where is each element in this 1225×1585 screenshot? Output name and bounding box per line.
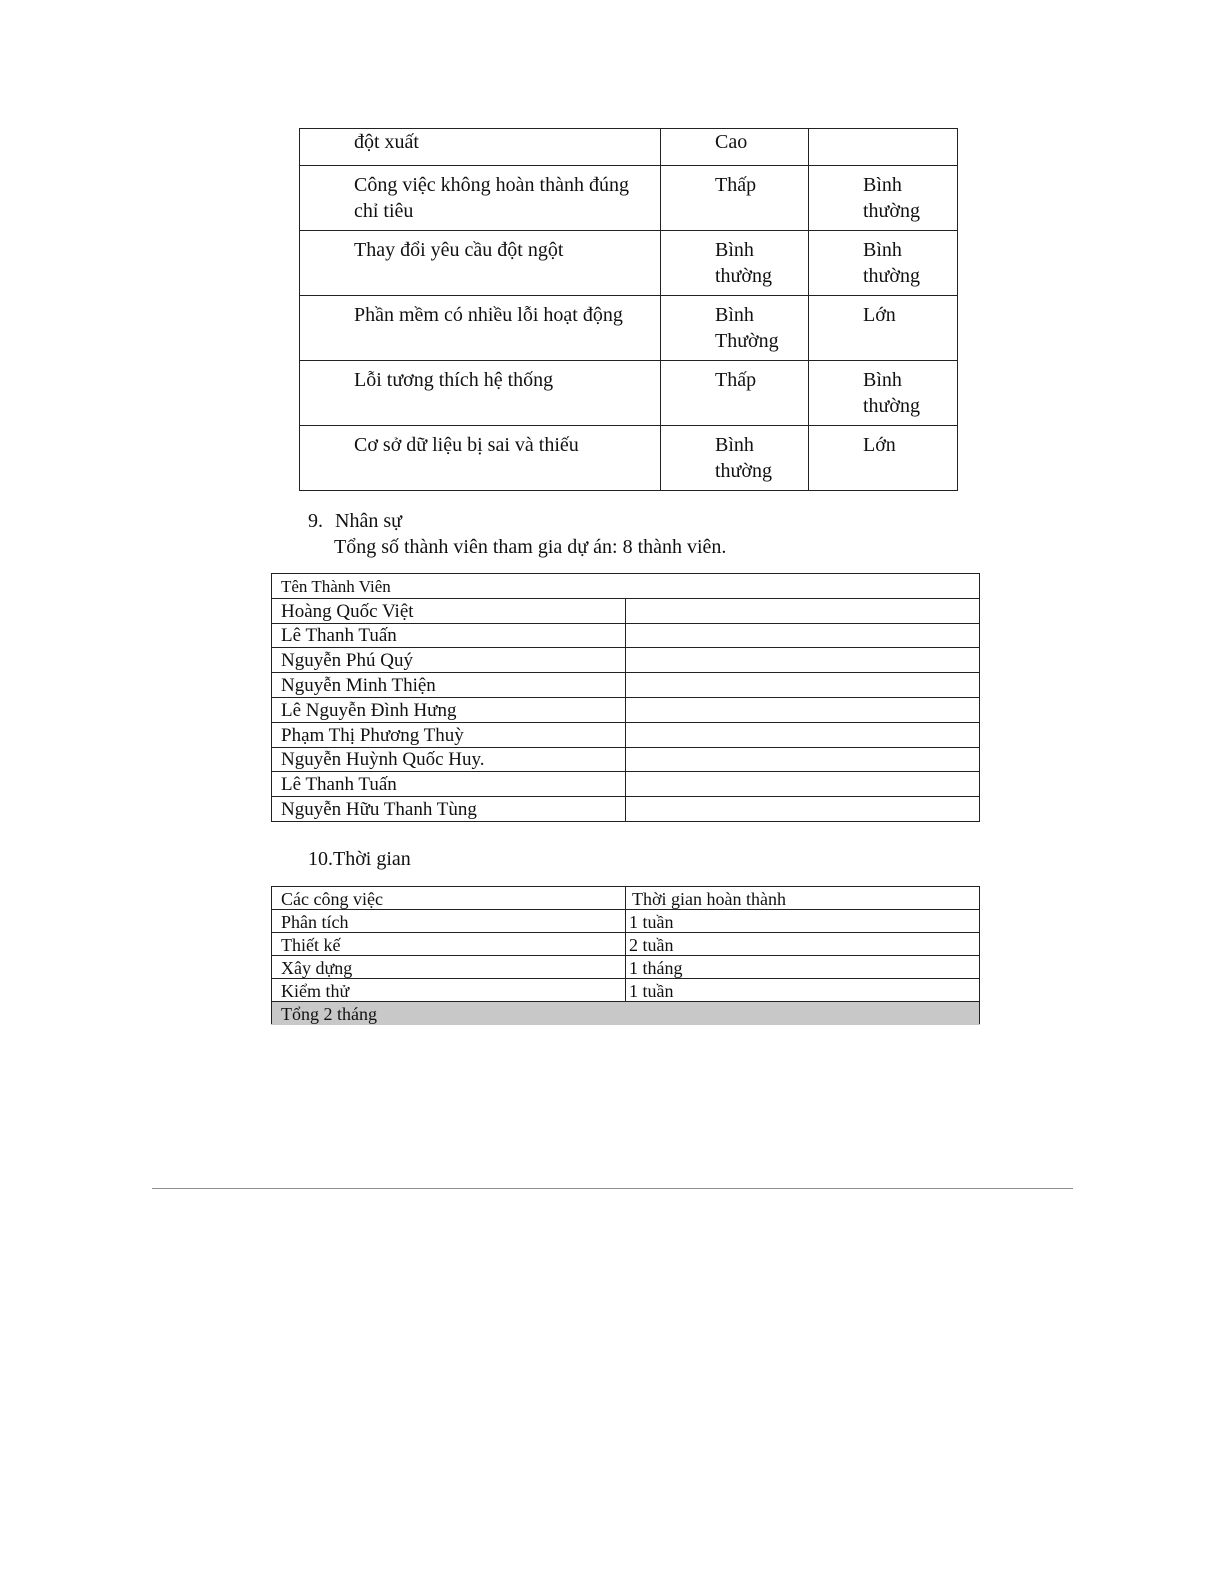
member-role xyxy=(626,648,980,673)
members-header-row xyxy=(272,574,980,599)
member-count-summary: Tổng số thành viên tham gia dự án: 8 thành viên. xyxy=(334,536,727,558)
member-row xyxy=(272,797,980,822)
risk-table xyxy=(299,128,958,491)
risk-description: đột xuất xyxy=(300,129,661,166)
schedule-task: Xây dựng xyxy=(272,956,626,979)
section-10-heading xyxy=(308,846,411,872)
risk-probability: Bình thường xyxy=(661,231,809,296)
member-name: Nguyễn Huỳnh Quốc Huy. xyxy=(272,747,626,772)
risk-impact: Bình thường xyxy=(809,231,958,296)
member-role xyxy=(626,697,980,722)
member-role xyxy=(626,747,980,772)
member-row xyxy=(272,623,980,648)
member-row xyxy=(272,648,980,673)
risk-description: Cơ sở dữ liệu bị sai và thiếu xyxy=(300,426,661,491)
risk-probability: Bình thường xyxy=(661,426,809,491)
schedule-total: Tổng 2 tháng xyxy=(272,1002,980,1025)
risk-description: Công việc không hoàn thành đúng chỉ tiêu xyxy=(300,166,661,231)
member-role xyxy=(626,722,980,747)
member-row xyxy=(272,747,980,772)
member-row xyxy=(272,722,980,747)
member-role xyxy=(626,673,980,698)
member-row xyxy=(272,598,980,623)
risk-probability: Cao xyxy=(661,129,809,166)
member-role xyxy=(626,623,980,648)
member-role xyxy=(626,772,980,797)
schedule-duration: 1 tuần xyxy=(626,910,980,933)
member-name: Lê Thanh Tuấn xyxy=(272,772,626,797)
schedule-header-duration: Thời gian hoàn thành xyxy=(626,887,980,910)
member-row xyxy=(272,772,980,797)
member-name: Hoàng Quốc Việt xyxy=(272,598,626,623)
member-role xyxy=(626,598,980,623)
risk-impact: Lớn xyxy=(809,296,958,361)
risk-impact: Bình thường xyxy=(809,361,958,426)
schedule-row xyxy=(272,956,980,979)
risk-probability: Bình Thường xyxy=(661,296,809,361)
risk-probability: Thấp xyxy=(661,361,809,426)
risk-description: Lỗi tương thích hệ thống xyxy=(300,361,661,426)
member-name: Nguyễn Hữu Thanh Tùng xyxy=(272,797,626,822)
section-9-heading xyxy=(308,508,402,534)
member-name: Nguyễn Phú Quý xyxy=(272,648,626,673)
schedule-row xyxy=(272,910,980,933)
schedule-total-row xyxy=(272,1002,980,1025)
risk-impact: Lớn xyxy=(809,426,958,491)
risk-description: Phần mềm có nhiều lỗi hoạt động xyxy=(300,296,661,361)
member-name: Phạm Thị Phương Thuỳ xyxy=(272,722,626,747)
risk-row xyxy=(300,361,958,426)
members-table xyxy=(271,573,980,822)
schedule-header-task: Các công việc xyxy=(272,887,626,910)
risk-row xyxy=(300,231,958,296)
member-role xyxy=(626,797,980,822)
member-name: Lê Thanh Tuấn xyxy=(272,623,626,648)
section-10-number: 10. xyxy=(308,848,333,870)
risk-probability: Thấp xyxy=(661,166,809,231)
schedule-table xyxy=(271,886,980,1025)
schedule-row xyxy=(272,933,980,956)
risk-row xyxy=(300,426,958,491)
schedule-task: Phân tích xyxy=(272,910,626,933)
member-row xyxy=(272,697,980,722)
risk-row xyxy=(300,166,958,231)
schedule-duration: 2 tuần xyxy=(626,933,980,956)
member-row xyxy=(272,673,980,698)
risk-impact xyxy=(809,129,958,166)
risk-row xyxy=(300,296,958,361)
risk-impact: Bình thường xyxy=(809,166,958,231)
section-9-number: 9. xyxy=(308,510,323,532)
members-header: Tên Thành Viên xyxy=(272,574,980,599)
section-10-title: Thời gian xyxy=(333,848,411,870)
schedule-header-row xyxy=(272,887,980,910)
schedule-duration: 1 tháng xyxy=(626,956,980,979)
schedule-duration: 1 tuần xyxy=(626,979,980,1002)
risk-description: Thay đổi yêu cầu đột ngột xyxy=(300,231,661,296)
risk-row xyxy=(300,129,958,166)
page-divider xyxy=(152,1188,1073,1189)
schedule-task: Thiết kế xyxy=(272,933,626,956)
section-9-title: Nhân sự xyxy=(335,510,402,532)
member-name: Lê Nguyễn Đình Hưng xyxy=(272,697,626,722)
member-name: Nguyễn Minh Thiện xyxy=(272,673,626,698)
schedule-task: Kiểm thử xyxy=(272,979,626,1002)
schedule-row xyxy=(272,979,980,1002)
